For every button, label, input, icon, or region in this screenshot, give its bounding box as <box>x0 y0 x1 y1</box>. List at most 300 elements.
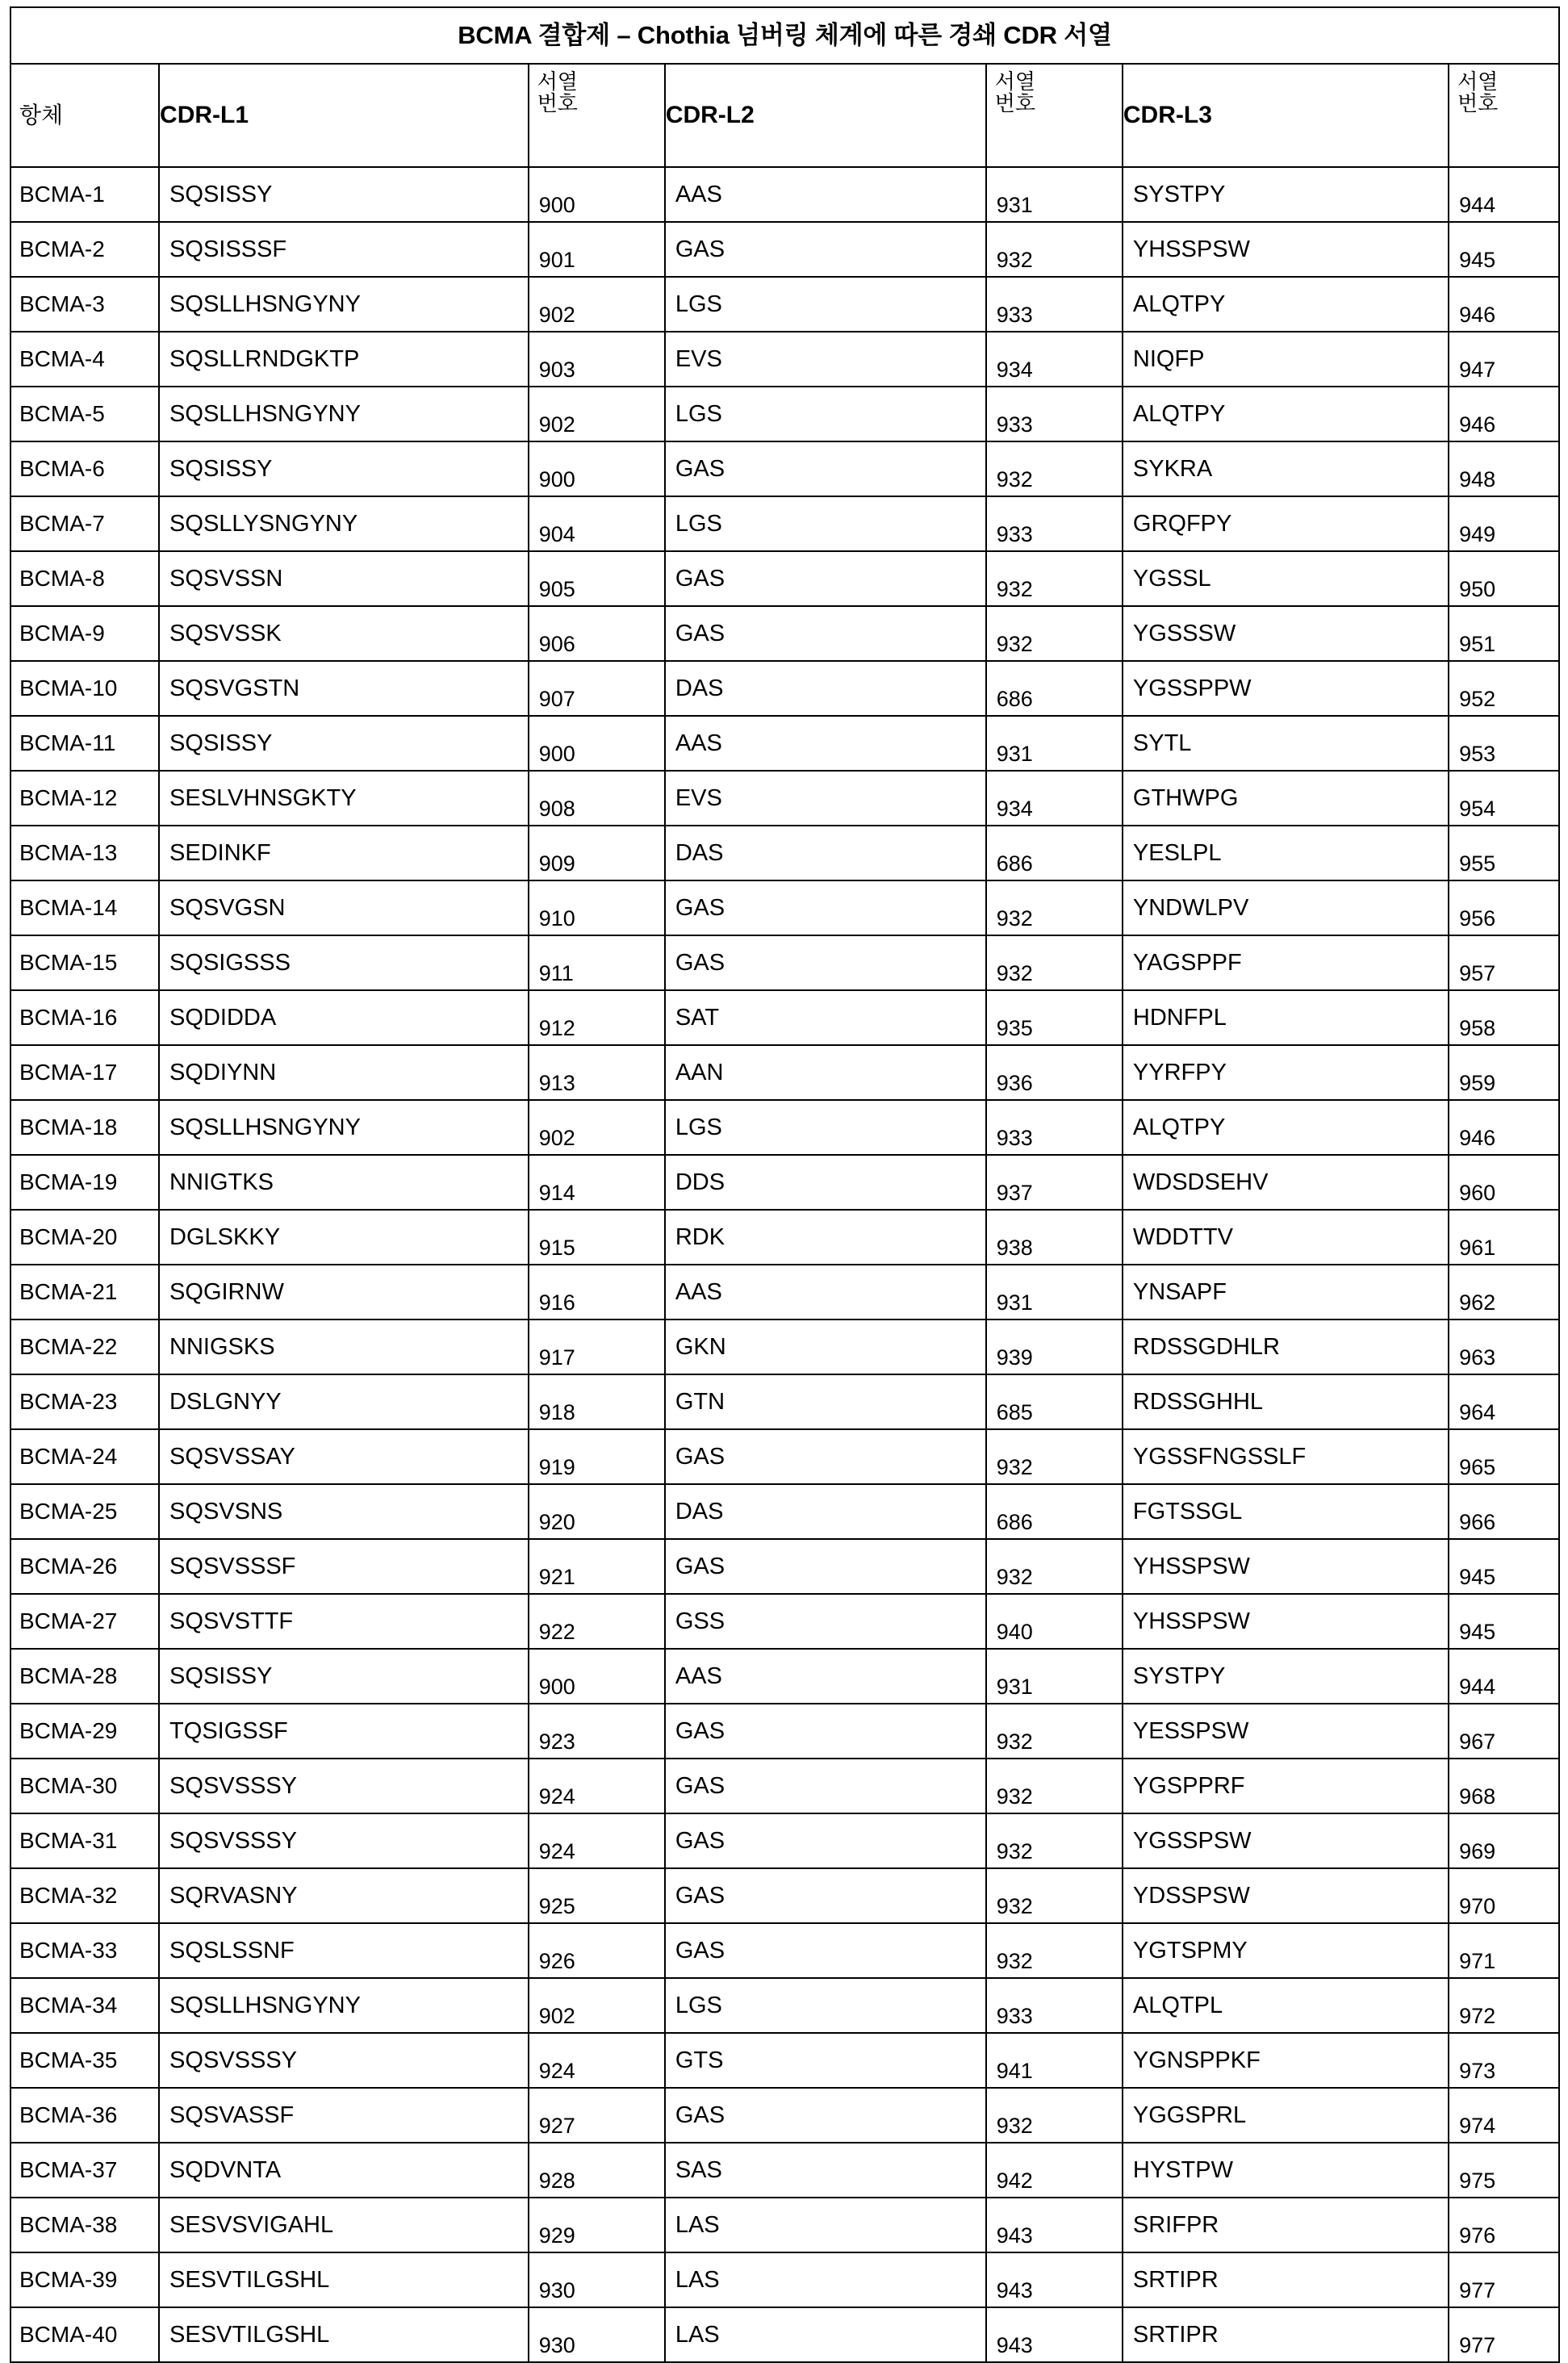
cell-cdr-l3: GTHWPG <box>1123 771 1449 826</box>
cell-antibody: BCMA-23 <box>10 1374 159 1429</box>
cell-antibody: BCMA-17 <box>10 1045 159 1100</box>
cell-seq-no-1: 927 <box>529 2088 665 2143</box>
cell-seq-no-1: 928 <box>529 2143 665 2198</box>
cell-seq-no-3: 975 <box>1449 2143 1559 2198</box>
cell-seq-no-2: 943 <box>986 2252 1123 2307</box>
cell-cdr-l1: SQSISSSF <box>159 222 529 277</box>
cell-cdr-l1: SQSVSSSY <box>159 2033 529 2088</box>
cell-cdr-l3: YESSPSW <box>1123 1704 1449 1759</box>
cdr-sequence-table <box>10 6 1560 2363</box>
cell-antibody: BCMA-22 <box>10 1320 159 1374</box>
cell-cdr-l1: SQSLLHSNGYNY <box>159 1978 529 2033</box>
cell-cdr-l2: GAS <box>665 1813 986 1868</box>
cell-seq-no-3: 963 <box>1449 1320 1559 1374</box>
table-row <box>10 1759 1559 1813</box>
cell-seq-no-3: 977 <box>1449 2307 1559 2362</box>
cell-seq-no-1: 930 <box>529 2252 665 2307</box>
cell-seq-no-2: 933 <box>986 496 1123 551</box>
cell-antibody: BCMA-38 <box>10 2198 159 2252</box>
cell-cdr-l1: SESVTILGSHL <box>159 2307 529 2362</box>
cell-seq-no-3: 958 <box>1449 990 1559 1045</box>
seq-no-2-label-line1: 서열 <box>994 69 1035 94</box>
cell-cdr-l3: YGSSFNGSSLF <box>1123 1429 1449 1484</box>
table-row <box>10 880 1559 935</box>
cell-seq-no-1: 912 <box>529 990 665 1045</box>
cell-seq-no-2: 686 <box>986 826 1123 880</box>
cell-cdr-l2: GAS <box>665 551 986 606</box>
cell-cdr-l3: YNSAPF <box>1123 1265 1449 1320</box>
cell-cdr-l2: LGS <box>665 1100 986 1155</box>
cell-cdr-l2: EVS <box>665 771 986 826</box>
cell-cdr-l1: TQSIGSSF <box>159 1704 529 1759</box>
cell-cdr-l3: YGSSL <box>1123 551 1449 606</box>
cell-antibody: BCMA-37 <box>10 2143 159 2198</box>
cell-seq-no-2: 932 <box>986 441 1123 496</box>
cell-seq-no-1: 930 <box>529 2307 665 2362</box>
table-row <box>10 2033 1559 2088</box>
cell-cdr-l2: LGS <box>665 1978 986 2033</box>
cell-seq-no-3: 959 <box>1449 1045 1559 1100</box>
cell-antibody: BCMA-24 <box>10 1429 159 1484</box>
cell-seq-no-1: 924 <box>529 1759 665 1813</box>
cell-antibody: BCMA-1 <box>10 167 159 222</box>
cell-cdr-l3: YGSSPPW <box>1123 661 1449 716</box>
cell-antibody: BCMA-5 <box>10 387 159 441</box>
cell-seq-no-2: 933 <box>986 277 1123 332</box>
cell-seq-no-2: 932 <box>986 1923 1123 1978</box>
cell-cdr-l3: ALQTPY <box>1123 277 1449 332</box>
cell-cdr-l2: GTS <box>665 2033 986 2088</box>
cell-cdr-l1: SQSVSSSF <box>159 1539 529 1594</box>
cell-seq-no-2: 943 <box>986 2307 1123 2362</box>
cell-seq-no-2: 932 <box>986 551 1123 606</box>
cell-cdr-l3: YHSSPSW <box>1123 1594 1449 1649</box>
table-row <box>10 1649 1559 1704</box>
cell-seq-no-3: 965 <box>1449 1429 1559 1484</box>
column-header-antibody: 항체 <box>10 64 159 167</box>
cell-cdr-l3: YHSSPSW <box>1123 1539 1449 1594</box>
cell-seq-no-2: 932 <box>986 222 1123 277</box>
cell-cdr-l2: AAS <box>665 167 986 222</box>
cell-seq-no-1: 900 <box>529 167 665 222</box>
table-header <box>10 7 1559 167</box>
cell-seq-no-1: 904 <box>529 496 665 551</box>
seq-no-3-label-line1: 서열 <box>1457 69 1499 94</box>
cell-seq-no-3: 946 <box>1449 277 1559 332</box>
cell-seq-no-1: 926 <box>529 1923 665 1978</box>
cell-seq-no-2: 686 <box>986 1484 1123 1539</box>
cell-seq-no-2: 942 <box>986 2143 1123 2198</box>
cell-seq-no-1: 924 <box>529 1813 665 1868</box>
table-row <box>10 387 1559 441</box>
seq-no-1-label-line2: 번호 <box>537 91 578 116</box>
cell-cdr-l3: ALQTPL <box>1123 1978 1449 2033</box>
cell-seq-no-2: 934 <box>986 771 1123 826</box>
table-row <box>10 716 1559 771</box>
cell-cdr-l1: SQSVSSSY <box>159 1813 529 1868</box>
cell-cdr-l3: NIQFP <box>1123 332 1449 387</box>
cell-seq-no-3: 954 <box>1449 771 1559 826</box>
cell-antibody: BCMA-31 <box>10 1813 159 1868</box>
cell-cdr-l2: GAS <box>665 1868 986 1923</box>
cell-seq-no-2: 686 <box>986 661 1123 716</box>
cell-cdr-l3: YGTSPMY <box>1123 1923 1449 1978</box>
table-row <box>10 1155 1559 1210</box>
cell-seq-no-3: 945 <box>1449 1539 1559 1594</box>
cell-seq-no-1: 902 <box>529 1978 665 2033</box>
cell-seq-no-2: 937 <box>986 1155 1123 1210</box>
cell-cdr-l2: SAS <box>665 2143 986 2198</box>
table-row <box>10 222 1559 277</box>
cell-cdr-l2: EVS <box>665 332 986 387</box>
cell-antibody: BCMA-25 <box>10 1484 159 1539</box>
cell-seq-no-3: 957 <box>1449 935 1559 990</box>
cell-cdr-l2: LGS <box>665 387 986 441</box>
cell-antibody: BCMA-14 <box>10 880 159 935</box>
cell-seq-no-3: 946 <box>1449 387 1559 441</box>
cell-cdr-l1: SQSISSY <box>159 441 529 496</box>
cell-cdr-l3: GRQFPY <box>1123 496 1449 551</box>
cell-seq-no-2: 935 <box>986 990 1123 1045</box>
table-row <box>10 2198 1559 2252</box>
cell-antibody: BCMA-6 <box>10 441 159 496</box>
table-row <box>10 2252 1559 2307</box>
cell-seq-no-1: 914 <box>529 1155 665 1210</box>
cell-antibody: BCMA-7 <box>10 496 159 551</box>
table-row <box>10 551 1559 606</box>
cell-cdr-l2: DAS <box>665 1484 986 1539</box>
cell-antibody: BCMA-18 <box>10 1100 159 1155</box>
cell-seq-no-1: 921 <box>529 1539 665 1594</box>
cell-cdr-l1: SEDINKF <box>159 826 529 880</box>
cell-seq-no-3: 944 <box>1449 167 1559 222</box>
cell-cdr-l1: SQDIYNN <box>159 1045 529 1100</box>
cell-seq-no-3: 977 <box>1449 2252 1559 2307</box>
cell-antibody: BCMA-15 <box>10 935 159 990</box>
cell-cdr-l2: GAS <box>665 880 986 935</box>
cell-cdr-l2: AAS <box>665 1265 986 1320</box>
cell-antibody: BCMA-11 <box>10 716 159 771</box>
cell-cdr-l1: DGLSKKY <box>159 1210 529 1265</box>
cell-seq-no-3: 950 <box>1449 551 1559 606</box>
cell-cdr-l2: GAS <box>665 1704 986 1759</box>
cell-cdr-l3: YAGSPPF <box>1123 935 1449 990</box>
cell-seq-no-3: 968 <box>1449 1759 1559 1813</box>
cell-seq-no-3: 964 <box>1449 1374 1559 1429</box>
cell-seq-no-1: 908 <box>529 771 665 826</box>
cell-seq-no-1: 922 <box>529 1594 665 1649</box>
cell-seq-no-1: 906 <box>529 606 665 661</box>
table-row <box>10 935 1559 990</box>
table-row <box>10 1868 1559 1923</box>
cell-seq-no-3: 970 <box>1449 1868 1559 1923</box>
cell-antibody: BCMA-28 <box>10 1649 159 1704</box>
cell-antibody: BCMA-16 <box>10 990 159 1045</box>
cell-seq-no-1: 924 <box>529 2033 665 2088</box>
table-row <box>10 1594 1559 1649</box>
table-column-header-row <box>10 64 1559 167</box>
cell-cdr-l2: SAT <box>665 990 986 1045</box>
cell-cdr-l2: GSS <box>665 1594 986 1649</box>
cell-cdr-l1: SQSISSY <box>159 1649 529 1704</box>
table-row <box>10 1100 1559 1155</box>
column-header-seq-no-2 <box>986 64 1123 167</box>
cell-seq-no-1: 919 <box>529 1429 665 1484</box>
cell-cdr-l3: HDNFPL <box>1123 990 1449 1045</box>
cell-seq-no-1: 920 <box>529 1484 665 1539</box>
cell-seq-no-1: 929 <box>529 2198 665 2252</box>
cell-seq-no-1: 900 <box>529 441 665 496</box>
table-row <box>10 167 1559 222</box>
cell-cdr-l3: SRTIPR <box>1123 2307 1449 2362</box>
cell-cdr-l1: SQDVNTA <box>159 2143 529 2198</box>
cell-seq-no-3: 972 <box>1449 1978 1559 2033</box>
cell-seq-no-2: 941 <box>986 2033 1123 2088</box>
cell-seq-no-1: 902 <box>529 1100 665 1155</box>
cell-cdr-l1: SQSVSNS <box>159 1484 529 1539</box>
cell-seq-no-2: 931 <box>986 716 1123 771</box>
cell-seq-no-1: 907 <box>529 661 665 716</box>
column-header-cdr-l3: CDR-L3 <box>1123 64 1449 167</box>
cell-antibody: BCMA-33 <box>10 1923 159 1978</box>
cell-cdr-l2: GAS <box>665 1759 986 1813</box>
cell-seq-no-2: 936 <box>986 1045 1123 1100</box>
cell-seq-no-1: 909 <box>529 826 665 880</box>
table-title: BCMA 결합제 – Chothia 넘버링 체계에 따른 경쇄 CDR 서열 <box>10 7 1559 64</box>
cell-cdr-l3: ALQTPY <box>1123 1100 1449 1155</box>
cell-seq-no-1: 918 <box>529 1374 665 1429</box>
cell-seq-no-3: 948 <box>1449 441 1559 496</box>
cell-cdr-l1: SQDIDDA <box>159 990 529 1045</box>
cell-cdr-l1: SESLVHNSGKTY <box>159 771 529 826</box>
cell-cdr-l1: SQSLLRNDGKTP <box>159 332 529 387</box>
cell-seq-no-1: 902 <box>529 387 665 441</box>
cell-seq-no-2: 932 <box>986 2088 1123 2143</box>
cell-cdr-l1: SESVTILGSHL <box>159 2252 529 2307</box>
cell-seq-no-3: 961 <box>1449 1210 1559 1265</box>
cell-cdr-l3: SYSTPY <box>1123 1649 1449 1704</box>
cell-seq-no-2: 931 <box>986 167 1123 222</box>
column-header-cdr-l1: CDR-L1 <box>159 64 529 167</box>
cell-cdr-l2: GAS <box>665 1429 986 1484</box>
cell-cdr-l1: SQSVGSN <box>159 880 529 935</box>
cell-seq-no-3: 969 <box>1449 1813 1559 1868</box>
cell-seq-no-1: 925 <box>529 1868 665 1923</box>
table-row <box>10 496 1559 551</box>
cell-seq-no-1: 905 <box>529 551 665 606</box>
cell-cdr-l1: DSLGNYY <box>159 1374 529 1429</box>
cell-seq-no-1: 917 <box>529 1320 665 1374</box>
cell-seq-no-2: 685 <box>986 1374 1123 1429</box>
cell-antibody: BCMA-35 <box>10 2033 159 2088</box>
table-row <box>10 606 1559 661</box>
table-row <box>10 990 1559 1045</box>
cell-cdr-l1: SQSVSSAY <box>159 1429 529 1484</box>
cell-cdr-l3: YGSPPRF <box>1123 1759 1449 1813</box>
cell-cdr-l1: SQSVSSK <box>159 606 529 661</box>
cell-seq-no-3: 971 <box>1449 1923 1559 1978</box>
cell-cdr-l3: SRTIPR <box>1123 2252 1449 2307</box>
cell-seq-no-1: 911 <box>529 935 665 990</box>
cell-seq-no-3: 962 <box>1449 1265 1559 1320</box>
seq-no-2-label-line2: 번호 <box>994 91 1035 116</box>
cell-seq-no-1: 903 <box>529 332 665 387</box>
table-body <box>10 167 1559 2362</box>
cell-cdr-l1: SQSISSY <box>159 716 529 771</box>
cell-seq-no-1: 900 <box>529 716 665 771</box>
cell-cdr-l2: AAS <box>665 1649 986 1704</box>
cell-cdr-l3: YGSSSW <box>1123 606 1449 661</box>
cell-seq-no-3: 966 <box>1449 1484 1559 1539</box>
cell-cdr-l1: SQSVSTTF <box>159 1594 529 1649</box>
cell-antibody: BCMA-2 <box>10 222 159 277</box>
cell-seq-no-2: 943 <box>986 2198 1123 2252</box>
cell-cdr-l3: SYSTPY <box>1123 167 1449 222</box>
cell-cdr-l3: YHSSPSW <box>1123 222 1449 277</box>
cell-seq-no-2: 933 <box>986 1100 1123 1155</box>
cell-cdr-l1: SQSLLHSNGYNY <box>159 387 529 441</box>
cell-seq-no-2: 939 <box>986 1320 1123 1374</box>
cell-cdr-l3: SRIFPR <box>1123 2198 1449 2252</box>
cell-cdr-l3: YGNSPPKF <box>1123 2033 1449 2088</box>
cell-cdr-l2: DDS <box>665 1155 986 1210</box>
cell-cdr-l3: ALQTPY <box>1123 387 1449 441</box>
cell-cdr-l3: RDSSGHHL <box>1123 1374 1449 1429</box>
seq-no-1-label-line1: 서열 <box>537 69 578 94</box>
cell-seq-no-2: 932 <box>986 880 1123 935</box>
cell-antibody: BCMA-3 <box>10 277 159 332</box>
table-row <box>10 2143 1559 2198</box>
cell-seq-no-3: 956 <box>1449 880 1559 935</box>
cell-seq-no-3: 944 <box>1449 1649 1559 1704</box>
cell-cdr-l2: GAS <box>665 441 986 496</box>
table-row <box>10 1320 1559 1374</box>
cell-cdr-l1: SQSISSY <box>159 167 529 222</box>
column-header-cdr-l2: CDR-L2 <box>665 64 986 167</box>
cell-cdr-l1: SQRVASNY <box>159 1868 529 1923</box>
cell-cdr-l1: SQSLSSNF <box>159 1923 529 1978</box>
table-row <box>10 1374 1559 1429</box>
cell-cdr-l3: YNDWLPV <box>1123 880 1449 935</box>
table-row <box>10 1210 1559 1265</box>
table-row <box>10 332 1559 387</box>
cell-cdr-l2: GAS <box>665 2088 986 2143</box>
cell-seq-no-2: 933 <box>986 387 1123 441</box>
cell-seq-no-1: 913 <box>529 1045 665 1100</box>
table-row <box>10 277 1559 332</box>
table-row <box>10 2088 1559 2143</box>
cell-cdr-l1: SQSVGSTN <box>159 661 529 716</box>
cell-seq-no-2: 933 <box>986 1978 1123 2033</box>
cell-cdr-l2: LGS <box>665 277 986 332</box>
cell-cdr-l3: FGTSSGL <box>1123 1484 1449 1539</box>
cell-cdr-l2: LGS <box>665 496 986 551</box>
table-row <box>10 1045 1559 1100</box>
cell-seq-no-2: 932 <box>986 1759 1123 1813</box>
table-row <box>10 1539 1559 1594</box>
cell-seq-no-2: 931 <box>986 1265 1123 1320</box>
cell-antibody: BCMA-12 <box>10 771 159 826</box>
cell-cdr-l1: SQSLLHSNGYNY <box>159 277 529 332</box>
cell-seq-no-2: 934 <box>986 332 1123 387</box>
cell-antibody: BCMA-10 <box>10 661 159 716</box>
cell-seq-no-2: 932 <box>986 1704 1123 1759</box>
cell-cdr-l2: AAS <box>665 716 986 771</box>
cell-antibody: BCMA-4 <box>10 332 159 387</box>
cell-cdr-l1: SQSIGSSS <box>159 935 529 990</box>
cell-cdr-l3: WDDTTV <box>1123 1210 1449 1265</box>
cell-cdr-l1: SQSLLYSNGYNY <box>159 496 529 551</box>
cell-cdr-l3: YGGSPRL <box>1123 2088 1449 2143</box>
cell-antibody: BCMA-19 <box>10 1155 159 1210</box>
cell-cdr-l2: GAS <box>665 1539 986 1594</box>
table-row <box>10 661 1559 716</box>
cell-cdr-l1: SQSVSSN <box>159 551 529 606</box>
cell-seq-no-1: 902 <box>529 277 665 332</box>
cell-cdr-l2: GKN <box>665 1320 986 1374</box>
cell-cdr-l3: YESLPL <box>1123 826 1449 880</box>
cell-cdr-l2: LAS <box>665 2252 986 2307</box>
cell-cdr-l3: SYKRA <box>1123 441 1449 496</box>
cell-seq-no-2: 932 <box>986 1429 1123 1484</box>
cell-seq-no-3: 955 <box>1449 826 1559 880</box>
cell-seq-no-3: 967 <box>1449 1704 1559 1759</box>
cell-seq-no-3: 974 <box>1449 2088 1559 2143</box>
cell-cdr-l3: YGSSPSW <box>1123 1813 1449 1868</box>
cell-seq-no-3: 946 <box>1449 1100 1559 1155</box>
cell-cdr-l1: SQSVSSSY <box>159 1759 529 1813</box>
cell-seq-no-3: 951 <box>1449 606 1559 661</box>
cell-antibody: BCMA-36 <box>10 2088 159 2143</box>
table-row <box>10 1923 1559 1978</box>
table-row <box>10 1978 1559 2033</box>
cell-cdr-l2: GAS <box>665 606 986 661</box>
cell-seq-no-3: 953 <box>1449 716 1559 771</box>
table-row <box>10 2307 1559 2362</box>
cell-cdr-l1: NNIGTKS <box>159 1155 529 1210</box>
cell-seq-no-2: 932 <box>986 1813 1123 1868</box>
cell-seq-no-2: 932 <box>986 1539 1123 1594</box>
cell-cdr-l1: SQSLLHSNGYNY <box>159 1100 529 1155</box>
cell-seq-no-2: 931 <box>986 1649 1123 1704</box>
cell-seq-no-3: 960 <box>1449 1155 1559 1210</box>
cell-antibody: BCMA-13 <box>10 826 159 880</box>
cell-antibody: BCMA-27 <box>10 1594 159 1649</box>
cell-antibody: BCMA-39 <box>10 2252 159 2307</box>
column-header-seq-no-3 <box>1449 64 1559 167</box>
cell-cdr-l1: SQGIRNW <box>159 1265 529 1320</box>
cell-seq-no-1: 901 <box>529 222 665 277</box>
cell-cdr-l2: DAS <box>665 661 986 716</box>
cell-antibody: BCMA-20 <box>10 1210 159 1265</box>
seq-no-3-label-line2: 번호 <box>1457 91 1499 116</box>
cell-seq-no-3: 945 <box>1449 222 1559 277</box>
cell-seq-no-1: 923 <box>529 1704 665 1759</box>
table-row <box>10 1813 1559 1868</box>
cell-antibody: BCMA-34 <box>10 1978 159 2033</box>
cell-cdr-l1: SQSVASSF <box>159 2088 529 2143</box>
cell-seq-no-3: 949 <box>1449 496 1559 551</box>
cell-antibody: BCMA-21 <box>10 1265 159 1320</box>
cell-cdr-l2: RDK <box>665 1210 986 1265</box>
table-row <box>10 441 1559 496</box>
cell-seq-no-1: 916 <box>529 1265 665 1320</box>
cell-cdr-l3: YYRFPY <box>1123 1045 1449 1100</box>
cell-seq-no-2: 932 <box>986 606 1123 661</box>
cell-cdr-l2: LAS <box>665 2198 986 2252</box>
cell-cdr-l2: DAS <box>665 826 986 880</box>
table-row <box>10 1704 1559 1759</box>
